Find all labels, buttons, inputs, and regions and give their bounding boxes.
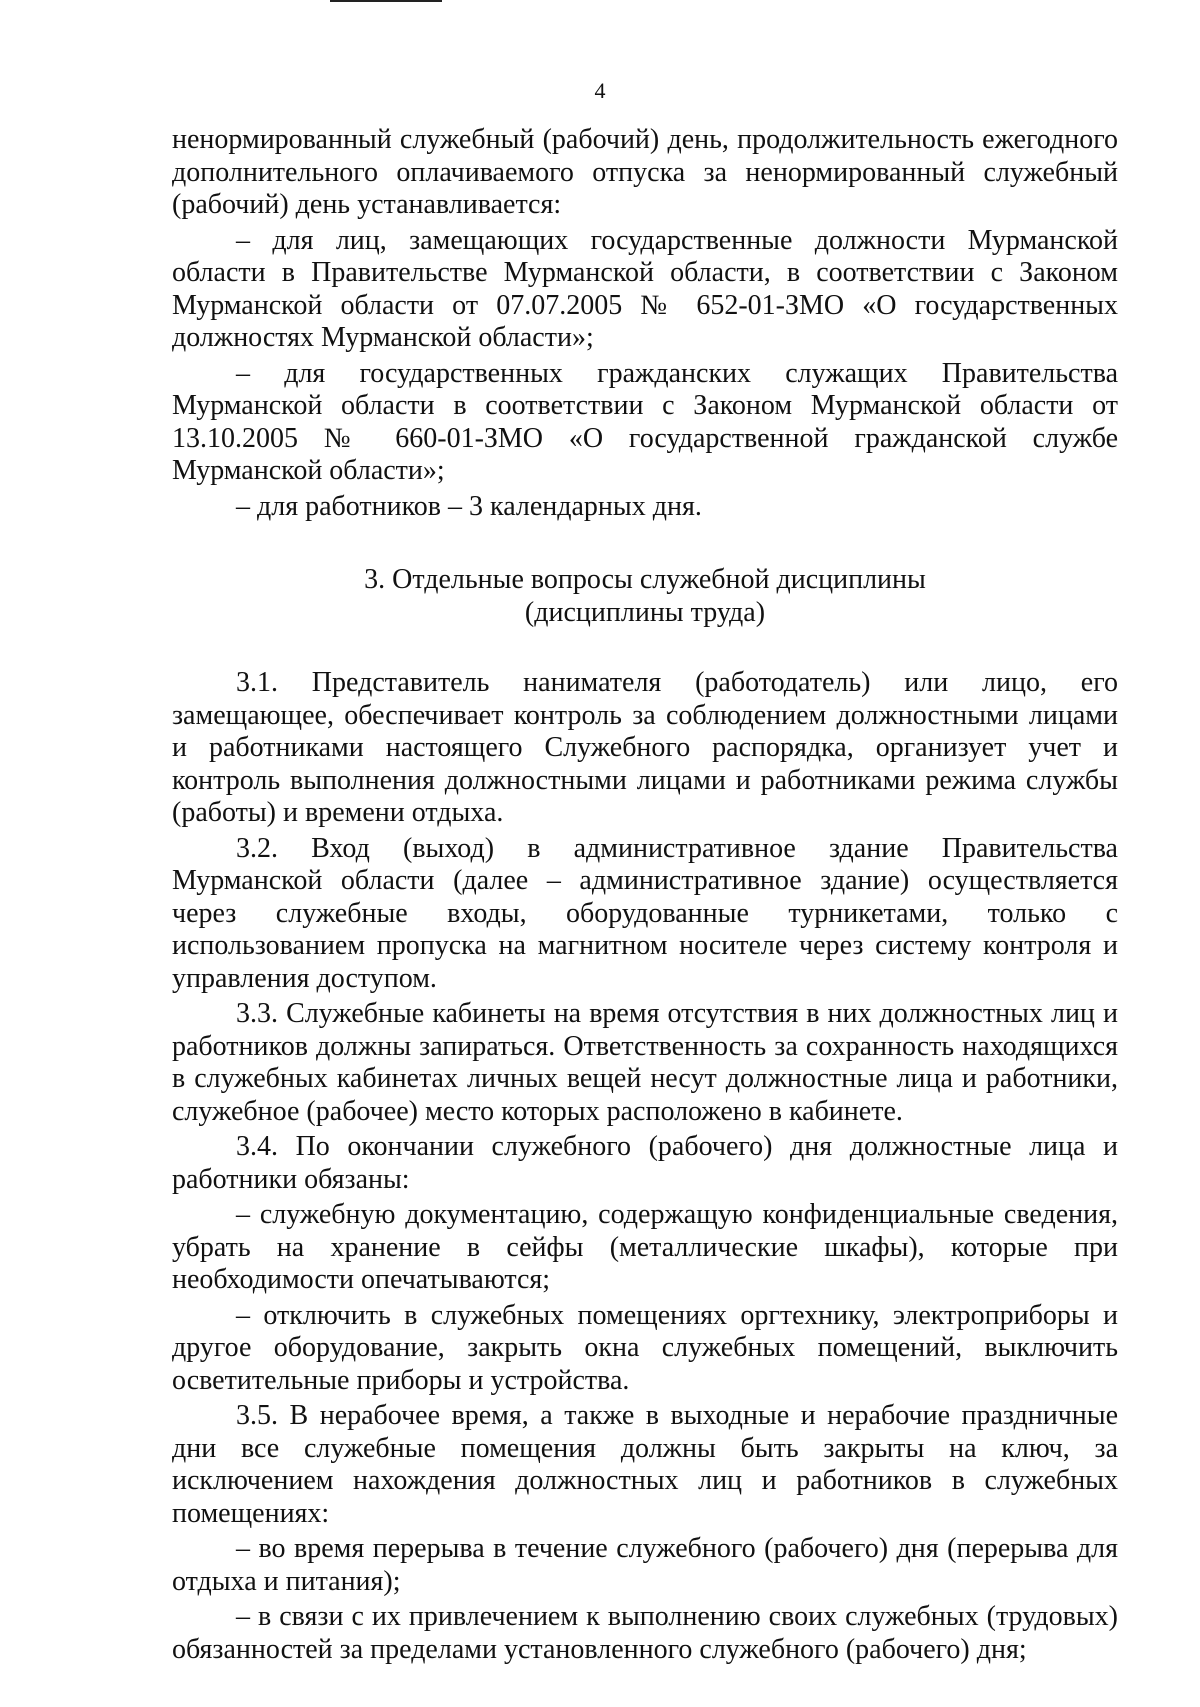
section-heading bbox=[172, 563, 1118, 629]
paragraph-3-3: 3.3. Служебные кабинеты на время отсутствия в них должностных лиц и работников должны запираться. Ответственность за сохранность находящихся в служебных кабинетах личных вещей несут должностные лица и работники, служебное (рабочее) место которых расположено в кабинете. bbox=[172, 998, 1118, 1127]
list-item-equipment: – отключить в служебных помещениях оргтехнику, электроприборы и другое оборудование, закрыть окна служебных помещений, выключить осветительные приборы и устройства. bbox=[172, 1299, 1118, 1396]
paragraph-3-1: 3.1. Представитель нанимателя (работодатель) или лицо, его замещающее, обеспечивает контроль за соблюдением должностными лицами и работниками настоящего Служебного распорядка, организует учет и контроль выполнения должностными лицами и работниками режима службы (работы) и времени отдыха. bbox=[172, 667, 1118, 828]
section-heading-title: 3. Отдельные вопросы служебной дисциплины bbox=[364, 564, 926, 595]
list-item-workers: – для работников – 3 календарных дня. bbox=[236, 490, 702, 522]
list-item-break: – во время перерыва в течение служебного (рабочего) дня (перерыва для отдыха и питания); bbox=[172, 1533, 1118, 1597]
document-body bbox=[172, 124, 1118, 1666]
list-item-civil-servants: – для государственных гражданских служащих Правительства Мурманской области в соответствии с Законом Мурманской области от 13.10.2005 № 660-01-ЗМО «О государственной гражданской службе Мурманской области»; bbox=[172, 357, 1118, 486]
page-number: 4 bbox=[594, 78, 606, 103]
paragraph-intro: ненормированный служебный (рабочий) день, продолжительность ежегодного дополнительного оплачиваемого отпуска за ненормированный служебный (рабочий) день устанавливается: bbox=[172, 124, 1118, 220]
paragraph-3-5: 3.5. В нерабочее время, а также в выходные и нерабочие праздничные дни все служебные помещения должны быть закрыты на ключ, за исключением нахождения должностных лиц и работников в служебных помещениях: bbox=[172, 1400, 1118, 1529]
scan-artifact-line bbox=[330, 0, 442, 2]
paragraph-3-2: 3.2. Вход (выход) в административное здание Правительства Мурманской области (далее – административное здание) осуществляется через служебные входы, оборудованные турникетами, только с использованием пропуска на магнитном носителе через систему контроля и управления доступом. bbox=[172, 832, 1118, 994]
paragraph-3-4: 3.4. По окончании служебного (рабочего) дня должностные лица и работники обязаны: bbox=[172, 1131, 1118, 1195]
list-item-overtime: – в связи с их привлечением к выполнению своих служебных (трудовых) обязанностей за пределами установленного служебного (рабочего) дня; bbox=[172, 1601, 1118, 1665]
list-item-officials: – для лиц, замещающих государственные должности Мурманской области в Правительстве Мурманской области, в соответствии с Законом Мурманской области от 07.07.2005 № 652-01-ЗМО «О государственных должностях Мурманской области»; bbox=[172, 224, 1118, 353]
list-item-documents: – служебную документацию, содержащую конфиденциальные сведения, убрать на хранение в сейфы (металлические шкафы), которые при необходимости опечатываются; bbox=[172, 1199, 1118, 1295]
section-heading-subtitle: (дисциплины труда) bbox=[524, 597, 766, 628]
